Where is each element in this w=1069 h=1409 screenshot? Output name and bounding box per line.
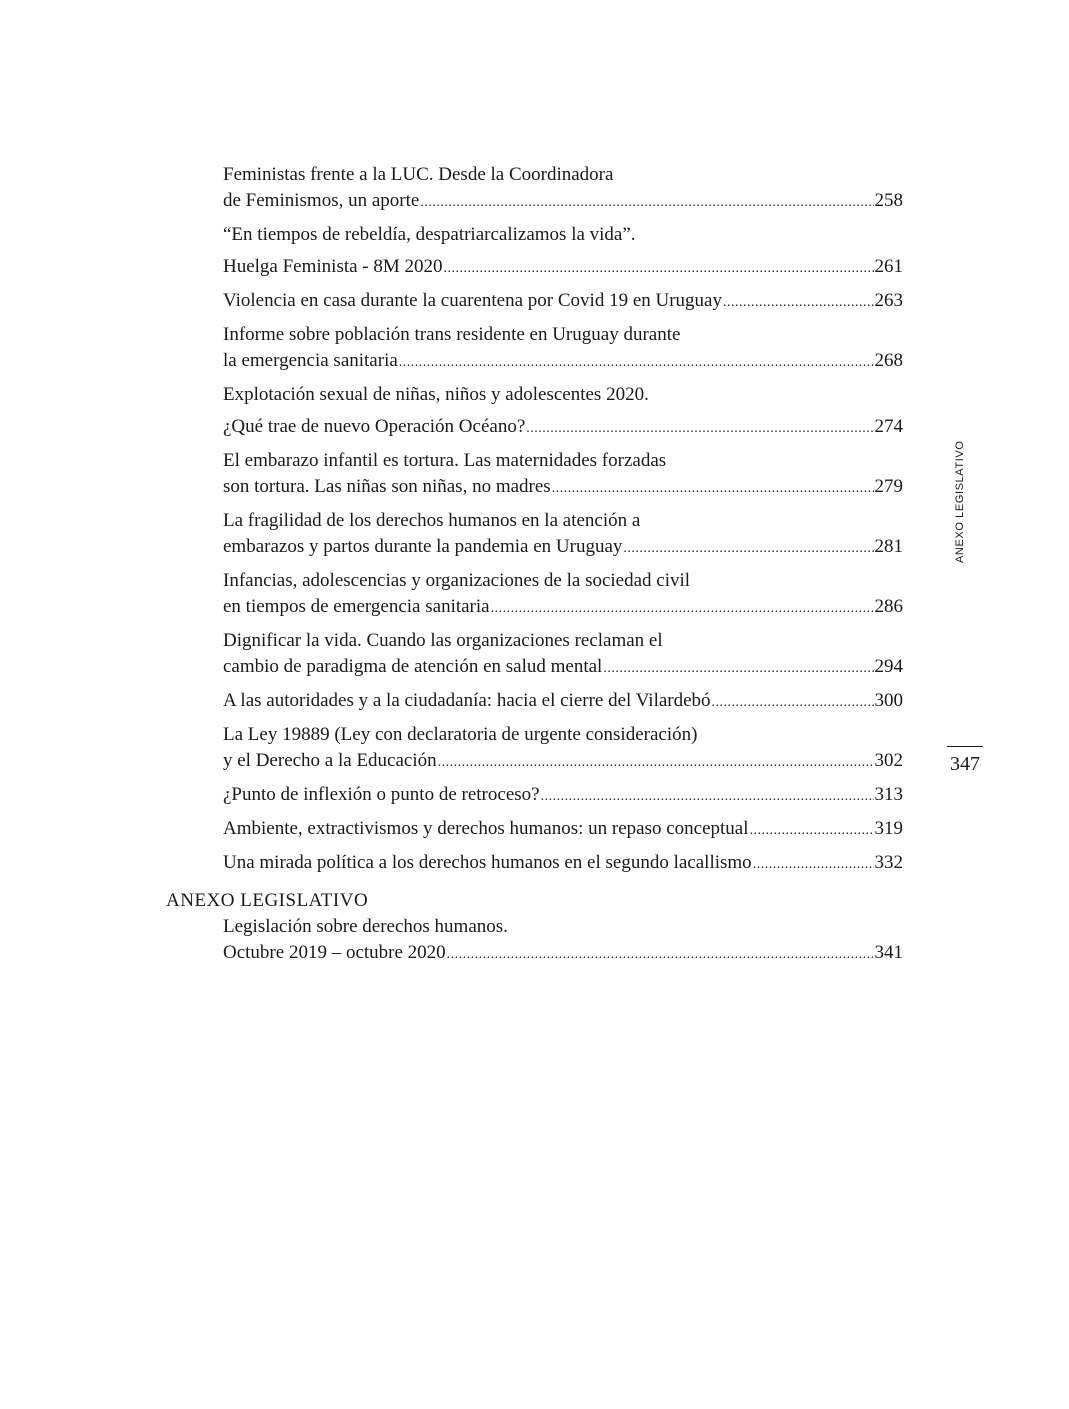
toc-entry-line: Informe sobre población trans residente en Uruguay durante	[223, 324, 681, 345]
dot-leader	[623, 536, 873, 562]
toc-entry	[223, 448, 903, 502]
toc-entry-leader-line	[223, 782, 903, 810]
page-number-rule	[947, 746, 983, 747]
toc-entry-line: Una mirada política a los derechos humanos en el segundo lacallismo	[223, 852, 752, 873]
toc-entry-leader-line	[223, 594, 903, 622]
dot-leader	[491, 596, 874, 622]
toc-entry-leader-line	[223, 188, 903, 216]
toc-entry	[223, 162, 903, 216]
toc-entry-line: y el Derecho a la Educación	[223, 750, 437, 771]
dot-leader	[438, 750, 874, 776]
toc-page-number: 302	[874, 750, 903, 771]
toc-entry-line: La fragilidad de los derechos humanos en la atención a	[223, 510, 641, 531]
table-of-contents	[223, 162, 903, 884]
annex-section-title: ANEXO LEGISLATIVO	[166, 890, 369, 911]
toc-page-number: 263	[874, 290, 903, 311]
toc-page-number: 274	[874, 416, 903, 437]
dot-leader	[541, 784, 874, 810]
toc-page-number: 341	[874, 942, 903, 963]
toc-page-number: 319	[874, 818, 903, 839]
toc-page-number: 294	[874, 656, 903, 677]
toc-entry-line: A las autoridades y a la ciudadanía: hacia el cierre del Vilardebó	[223, 690, 711, 711]
toc-entry-line: Huelga Feminista - 8M 2020	[223, 256, 443, 277]
annex-entries	[223, 914, 903, 974]
toc-page-number: 332	[874, 852, 903, 873]
page-number: 347	[950, 753, 980, 775]
dot-leader	[750, 818, 874, 844]
toc-entry-line: en tiempos de emergencia sanitaria	[223, 596, 490, 617]
toc-entry-leader-line	[223, 288, 903, 316]
toc-entry-leader-line	[223, 414, 903, 442]
toc-entry-leader-line	[223, 816, 903, 844]
toc-entry-leader-line	[223, 688, 903, 716]
dot-leader	[526, 416, 873, 442]
toc-entry-leader-line	[223, 850, 903, 878]
toc-entry-line: Dignificar la vida. Cuando las organizaciones reclaman el	[223, 630, 663, 651]
dot-leader	[444, 256, 874, 282]
toc-page-number: 281	[874, 536, 903, 557]
toc-entry-line: Infancias, adolescencias y organizaciones de la sociedad civil	[223, 570, 691, 591]
dot-leader	[420, 190, 873, 216]
toc-entry-line: Violencia en casa durante la cuarentena por Covid 19 en Uruguay	[223, 290, 722, 311]
toc-entry-leader-line	[223, 534, 903, 562]
toc-page-number: 300	[874, 690, 903, 711]
toc-entry	[223, 782, 903, 810]
toc-entry	[223, 568, 903, 622]
toc-entry-leader-line	[223, 474, 903, 502]
toc-entry-line: cambio de paradigma de atención en salud mental	[223, 656, 603, 677]
toc-entry	[223, 816, 903, 844]
running-section-label: ANEXO LEGISLATIVO	[954, 440, 966, 563]
toc-page-number: 268	[874, 350, 903, 371]
toc-entry-line: ¿Qué trae de nuevo Operación Océano?	[223, 416, 526, 437]
toc-entry-leader-line	[223, 348, 903, 376]
dot-leader	[753, 852, 874, 878]
toc-entry	[223, 288, 903, 316]
toc-entry-line: “En tiempos de rebeldía, despatriarcalizamos la vida”.	[223, 224, 636, 245]
toc-entry-line: Legislación sobre derechos humanos.	[223, 916, 508, 937]
dot-leader	[723, 290, 874, 316]
toc-entry-line: Ambiente, extractivismos y derechos humanos: un repaso conceptual	[223, 818, 749, 839]
toc-page-number: 313	[874, 784, 903, 805]
toc-entry	[223, 628, 903, 682]
toc-entry	[223, 914, 903, 968]
toc-entry	[223, 508, 903, 562]
toc-entry-line: embarazos y partos durante la pandemia en Uruguay	[223, 536, 623, 557]
toc-entry	[223, 322, 903, 376]
toc-entry-line: son tortura. Las niñas son niñas, no madres	[223, 476, 551, 497]
toc-entry-line: Octubre 2019 – octubre 2020	[223, 942, 446, 963]
dot-leader	[447, 942, 874, 968]
dot-leader	[552, 476, 874, 502]
toc-entry-line: de Feminismos, un aporte	[223, 190, 420, 211]
dot-leader	[712, 690, 874, 716]
toc-entry-leader-line	[223, 654, 903, 682]
toc-page-number: 286	[874, 596, 903, 617]
toc-page-number: 261	[874, 256, 903, 277]
toc-entry-line: la emergencia sanitaria	[223, 350, 398, 371]
toc-entry-leader-line	[223, 940, 903, 968]
toc-entry	[223, 382, 903, 442]
toc-entry-line: ¿Punto de inflexión o punto de retroceso?	[223, 784, 540, 805]
toc-entry-line: Explotación sexual de niñas, niños y adolescentes 2020.	[223, 384, 649, 405]
toc-entry-leader-line	[223, 748, 903, 776]
toc-page-number: 279	[874, 476, 903, 497]
toc-entry-line: El embarazo infantil es tortura. Las maternidades forzadas	[223, 450, 667, 471]
toc-entry-leader-line	[223, 254, 903, 282]
dot-leader	[603, 656, 873, 682]
toc-page-number: 258	[874, 190, 903, 211]
toc-entry-line: La Ley 19889 (Ley con declaratoria de urgente consideración)	[223, 724, 698, 745]
toc-entry	[223, 850, 903, 878]
dot-leader	[399, 350, 874, 376]
toc-entry-line: Feministas frente a la LUC. Desde la Coordinadora	[223, 164, 614, 185]
toc-entry	[223, 722, 903, 776]
toc-entry	[223, 222, 903, 282]
toc-entry	[223, 688, 903, 716]
